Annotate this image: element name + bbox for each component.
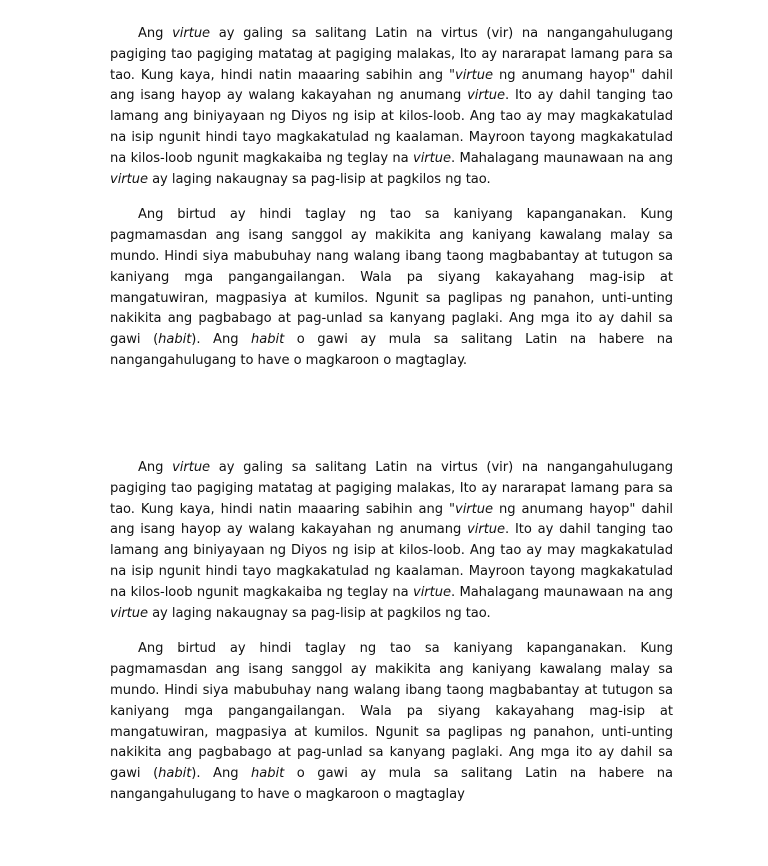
italic-term: virtue — [467, 88, 506, 104]
paragraph-virtue — [110, 458, 673, 624]
text-run: ay laging nakaugnay sa pag-lisip at pagkilos ng tao. — [147, 171, 491, 187]
text-run: ng anumang hayop" dahil ang isang hayop ay walang kakayahan ng anumang — [110, 501, 673, 538]
text-run: . Mahalagang maunawaan na ang — [450, 584, 673, 600]
text-run: . Ito ay dahil tanging tao lamang ang biniyayaan ng Diyos ng isip at kilos-loob. Ang tao ay may magkakatulad na isip ngunit hindi tayo magkakatulad ng kaalaman. Mayroon tayong magkakatulad na kilos-loob ngunit magkakaiba ng teglay na — [110, 522, 674, 600]
text-run: ay galing sa salitang Latin na virtus (vir) na nangangahulugang pagiging tao pagiging matatag at pagiging malakas, Ito ay nararapat lamang para sa tao. Kung kaya, hindi natin maaaring sabihin ang " — [110, 26, 674, 83]
italic-term: virtue — [110, 171, 148, 187]
italic-term: virtue — [172, 26, 211, 41]
text-run: Ang birtud ay hindi taglay ng tao sa kaniyang kapanganakan. Kung pagmamasdan ang isang sanggol ay makikita ang kaniyang kawalang malay sa mundo. Hindi siya mabubuhay nang walang ibang taong magbabantay at tutugon sa kaniyang mga pangangailangan. Wala pa siyang kakayahang mag-isip at mangatuwiran, magpasiya at kumilos. Ngunit sa paglipas ng panahon, unti-unting nakikita ang pagbabago at pag-unlad sa kanyang paglaki. Ang mga ito ay dahil sa gawi ( — [110, 641, 673, 782]
italic-term: virtue — [455, 501, 493, 517]
italic-term: virtue — [413, 150, 451, 166]
text-block-2 — [110, 458, 673, 806]
text-run: o gawi ay mula sa salitang Latin na habere na nangangahulugang to have o magkaroon o magtaglay — [110, 766, 673, 802]
italic-term: habit — [251, 766, 285, 782]
italic-term: habit — [251, 332, 285, 348]
paragraph-birtud — [110, 205, 673, 371]
text-block-1 — [110, 24, 673, 372]
text-run: ay laging nakaugnay sa pag-lisip at pagkilos ng tao. — [147, 605, 491, 621]
italic-term: virtue — [467, 522, 506, 538]
text-run: Ang — [138, 26, 173, 41]
text-run: ay galing sa salitang Latin na virtus (vir) na nangangahulugang pagiging tao pagiging matatag at pagiging malakas, Ito ay nararapat lamang para sa tao. Kung kaya, hindi natin maaaring sabihin ang " — [110, 460, 674, 517]
paragraph-virtue — [110, 24, 673, 190]
italic-term: habit — [158, 766, 192, 782]
text-run: ng anumang hayop" dahil ang isang hayop ay walang kakayahan ng anumang — [110, 67, 673, 104]
italic-term: virtue — [172, 460, 211, 475]
text-run: ). Ang — [191, 766, 252, 782]
text-run: Ang — [138, 460, 173, 475]
text-run: . Ito ay dahil tanging tao lamang ang biniyayaan ng Diyos ng isip at kilos-loob. Ang tao ay may magkakatulad na isip ngunit hindi tayo magkakatulad ng kaalaman. Mayroon tayong magkakatulad na kilos-loob ngunit magkakaiba ng teglay na — [110, 88, 674, 166]
italic-term: virtue — [413, 584, 451, 600]
text-run: ). Ang — [191, 332, 252, 348]
italic-term: habit — [158, 332, 192, 348]
italic-term: virtue — [455, 67, 493, 83]
paragraph-birtud — [110, 639, 673, 805]
italic-term: virtue — [110, 605, 148, 621]
text-run: . Mahalagang maunawaan na ang — [450, 150, 673, 166]
text-run: o gawi ay mula sa salitang Latin na habere na nangangahulugang to have o magkaroon o magtaglay. — [110, 332, 673, 368]
text-run: Ang birtud ay hindi taglay ng tao sa kaniyang kapanganakan. Kung pagmamasdan ang isang sanggol ay makikita ang kaniyang kawalang malay sa mundo. Hindi siya mabubuhay nang walang ibang taong magbabantay at tutugon sa kaniyang mga pangangailangan. Wala pa siyang kakayahang mag-isip at mangatuwiran, magpasiya at kumilos. Ngunit sa paglipas ng panahon, unti-unting nakikita ang pagbabago at pag-unlad sa kanyang paglaki. Ang mga ito ay dahil sa gawi ( — [110, 207, 673, 348]
